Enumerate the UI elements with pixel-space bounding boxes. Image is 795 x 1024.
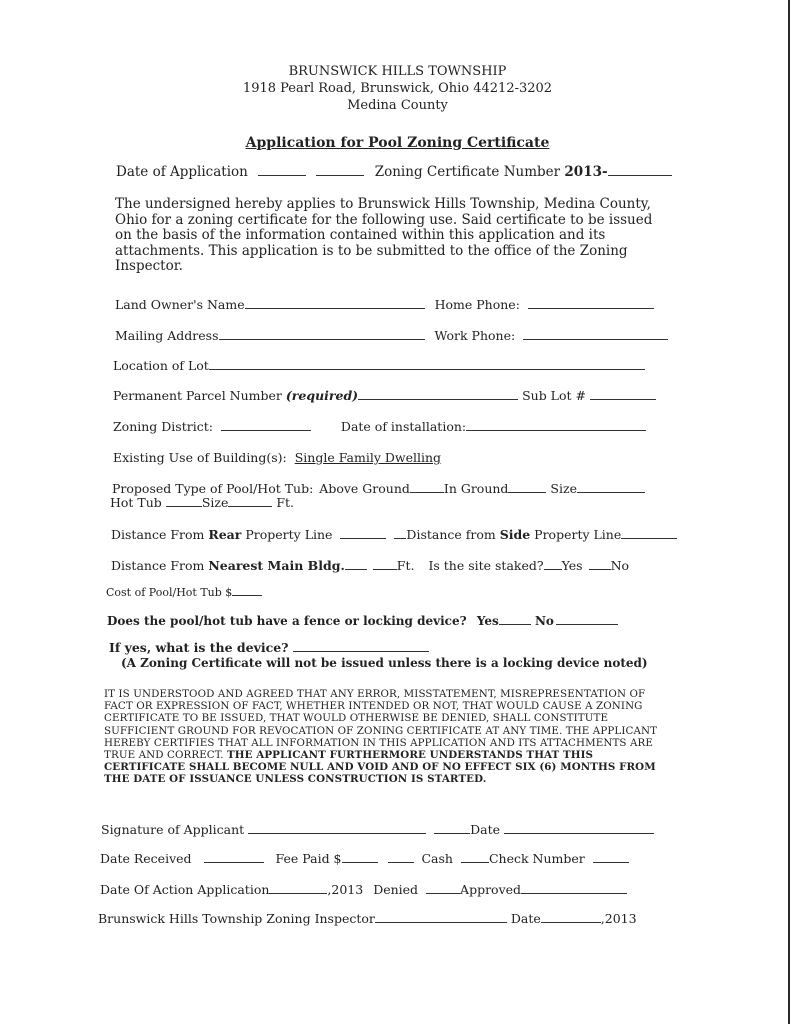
cost-row: [106, 585, 262, 599]
received-row: [100, 851, 629, 866]
side-field-lead[interactable]: [394, 528, 406, 539]
parcel-field[interactable]: [358, 389, 518, 400]
org-name: BRUNSWICK HILLS TOWNSHIP: [288, 64, 507, 79]
proposed-row: [112, 481, 645, 496]
denied-field[interactable]: [426, 883, 460, 894]
approved-label: Approved: [460, 882, 522, 897]
action-label: Date Of Action Application: [100, 882, 270, 897]
signature-field-2[interactable]: [434, 823, 470, 834]
rear-label-c: Property Line: [241, 527, 333, 542]
signature-date-field[interactable]: [504, 823, 654, 834]
check-field[interactable]: [593, 852, 629, 863]
cert-number-label: Zoning Certificate Number: [374, 164, 561, 180]
install-label: Date of installation:: [340, 419, 467, 434]
hot-tub-size-label: Size: [201, 495, 229, 510]
mailing-label: Mailing Address: [115, 328, 219, 343]
inspector-year: ,2013: [600, 911, 637, 926]
side-label-a: Distance from: [406, 527, 500, 542]
received-label: Date Received: [100, 851, 192, 866]
device-field[interactable]: [293, 641, 429, 652]
parcel-label: Permanent Parcel Number: [113, 388, 282, 403]
main-ft: Ft.: [396, 558, 415, 573]
intro-paragraph: The undersigned hereby applies to Brunswick Hills Township, Medina County, Ohio for a zoning certificate for the following use. Said certificate to be issued on the basis of the information contained within this application and its attachments. This application is to be submitted to the office of the Zoning Inspector.: [115, 196, 653, 274]
date-field[interactable]: [258, 165, 306, 176]
fence-row: [107, 614, 618, 628]
fee-label: Fee Paid $: [275, 851, 342, 866]
install-field[interactable]: [466, 420, 646, 431]
inspector-date-label: Date: [510, 911, 541, 926]
district-row: [113, 419, 646, 434]
denied-label: Denied: [373, 882, 419, 897]
side-field[interactable]: [621, 528, 677, 539]
form-title: Application for Pool Zoning Certificate: [245, 135, 550, 151]
legal-normal: IT IS UNDERSTOOD AND AGREED THAT ANY ERROR, MISSTATEMENT, MISREPRESENTATION OF FACT OR EXPRESSION OF FACT, WHETHER INTENDED OR NOT, THAT WOULD CAUSE A ZONING CERTIFICATE TO BE ISSUED, THAT WOULD OTHERWISE BE DENIED, SHALL CONSTITUTE SUFFICIENT GROUND FOR REVOCATION OF ZONING CERTIFICATE AT ANY TIME. THE APPLICANT HEREBY CERTIFIES THAT ALL INFORMATION IN THIS APPLICATION AND ITS ATTACHMENTS ARE TRUE AND CORRECT.: [104, 688, 658, 762]
approved-field[interactable]: [521, 883, 627, 894]
size-label: Size: [550, 481, 577, 496]
main-bldg-row: [111, 558, 629, 573]
existing-row: [113, 450, 441, 465]
cost-field[interactable]: [232, 585, 262, 596]
org-county: Medina County: [347, 98, 448, 113]
fence-question: Does the pool/hot tub have a fence or locking device?: [107, 614, 467, 628]
cash-field[interactable]: [461, 852, 489, 863]
existing-value: Single Family Dwelling: [294, 450, 442, 465]
signature-date-label: Date: [470, 822, 501, 837]
parcel-required: (required): [285, 388, 359, 403]
check-label: Check Number: [488, 851, 585, 866]
fee-field[interactable]: [342, 852, 378, 863]
inspector-row: [98, 911, 637, 926]
owner-row: [115, 297, 654, 312]
org-address: 1918 Pearl Road, Brunswick, Ohio 44212-3202: [242, 81, 553, 96]
device-note: (A Zoning Certificate will not be issued unless there is a locking device noted): [121, 656, 648, 670]
above-ground-label: Above Ground: [319, 481, 410, 496]
home-phone-label: Home Phone:: [434, 297, 520, 312]
main-label-a: Distance From: [111, 558, 209, 573]
size-field[interactable]: [577, 482, 645, 493]
existing-label: Existing Use of Building(s):: [113, 450, 287, 465]
received-field[interactable]: [204, 852, 264, 863]
application-date-row: [116, 164, 672, 180]
staked-no: No: [610, 558, 630, 573]
above-ground-field[interactable]: [410, 482, 444, 493]
staked-yes-field[interactable]: [544, 559, 562, 570]
location-field[interactable]: [209, 359, 645, 370]
side-label-b: Side: [499, 527, 531, 542]
main-field-2[interactable]: [373, 559, 397, 570]
hot-tub-size-field[interactable]: [228, 496, 272, 507]
signature-field[interactable]: [248, 823, 426, 834]
hot-tub-field[interactable]: [166, 496, 202, 507]
date-field-2[interactable]: [316, 165, 364, 176]
rear-field[interactable]: [340, 528, 386, 539]
action-row: [100, 882, 627, 897]
distance-row: [111, 527, 677, 542]
proposed-label: Proposed Type of Pool/Hot Tub:: [112, 481, 314, 496]
action-year: ,2013: [327, 882, 364, 897]
location-label: Location of Lot: [113, 358, 209, 373]
main-label-b: Nearest Main Bldg.: [208, 558, 345, 573]
location-row: [113, 358, 645, 373]
district-field[interactable]: [221, 420, 311, 431]
action-field[interactable]: [269, 883, 327, 894]
hot-tub-row: [110, 495, 294, 510]
side-label-c: Property Line: [530, 527, 622, 542]
fence-yes-field[interactable]: [499, 614, 531, 625]
fence-yes-label: Yes: [476, 614, 499, 628]
cert-number-field[interactable]: [608, 165, 672, 176]
work-phone-field[interactable]: [523, 329, 668, 340]
hot-tub-label: Hot Tub: [110, 495, 162, 510]
legal-text: [104, 688, 664, 786]
signature-label: Signature of Applicant: [101, 822, 245, 837]
mailing-field[interactable]: [219, 329, 425, 340]
parcel-row: [113, 388, 656, 403]
signature-row: [101, 822, 654, 837]
owner-field[interactable]: [245, 298, 425, 309]
in-ground-label: In Ground: [443, 481, 509, 496]
cash-label: Cash: [421, 851, 453, 866]
cost-label: Cost of Pool/Hot Tub $: [106, 586, 233, 599]
device-row: [109, 640, 429, 655]
inspector-date-field[interactable]: [541, 912, 601, 923]
cert-number-prefix: 2013-: [564, 164, 608, 180]
staked-no-field[interactable]: [589, 559, 611, 570]
mailing-row: [115, 328, 668, 343]
main-field[interactable]: [345, 559, 367, 570]
fence-no-field[interactable]: [556, 614, 618, 625]
date-label: Date of Application: [116, 164, 248, 180]
rear-label-b: Rear: [208, 527, 242, 542]
staked-yes: Yes: [561, 558, 583, 573]
work-phone-label: Work Phone:: [434, 328, 516, 343]
owner-label: Land Owner's Name: [115, 297, 245, 312]
legal-bold: THE APPLICANT FURTHERMORE UNDERSTANDS THAT THIS CERTIFICATE SHALL BECOME NULL AND VOID AND OF NO EFFECT SIX (6) MONTHS FROM THE DATE OF ISSUANCE UNLESS CONSTRUCTION IS STARTED.: [104, 749, 656, 786]
in-ground-field[interactable]: [508, 482, 546, 493]
inspector-field[interactable]: [375, 912, 507, 923]
sublot-label: Sub Lot #: [522, 388, 586, 403]
fee-field-2[interactable]: [388, 852, 414, 863]
staked-label: Is the site staked?: [428, 558, 544, 573]
fence-no-label: No: [534, 614, 554, 628]
rear-label-a: Distance From: [111, 527, 209, 542]
sublot-field[interactable]: [590, 389, 656, 400]
district-label: Zoning District:: [113, 419, 213, 434]
hot-tub-ft: Ft.: [276, 495, 295, 510]
device-question: If yes, what is the device?: [109, 640, 289, 655]
home-phone-field[interactable]: [528, 298, 654, 309]
inspector-label: Brunswick Hills Township Zoning Inspector: [98, 911, 375, 926]
